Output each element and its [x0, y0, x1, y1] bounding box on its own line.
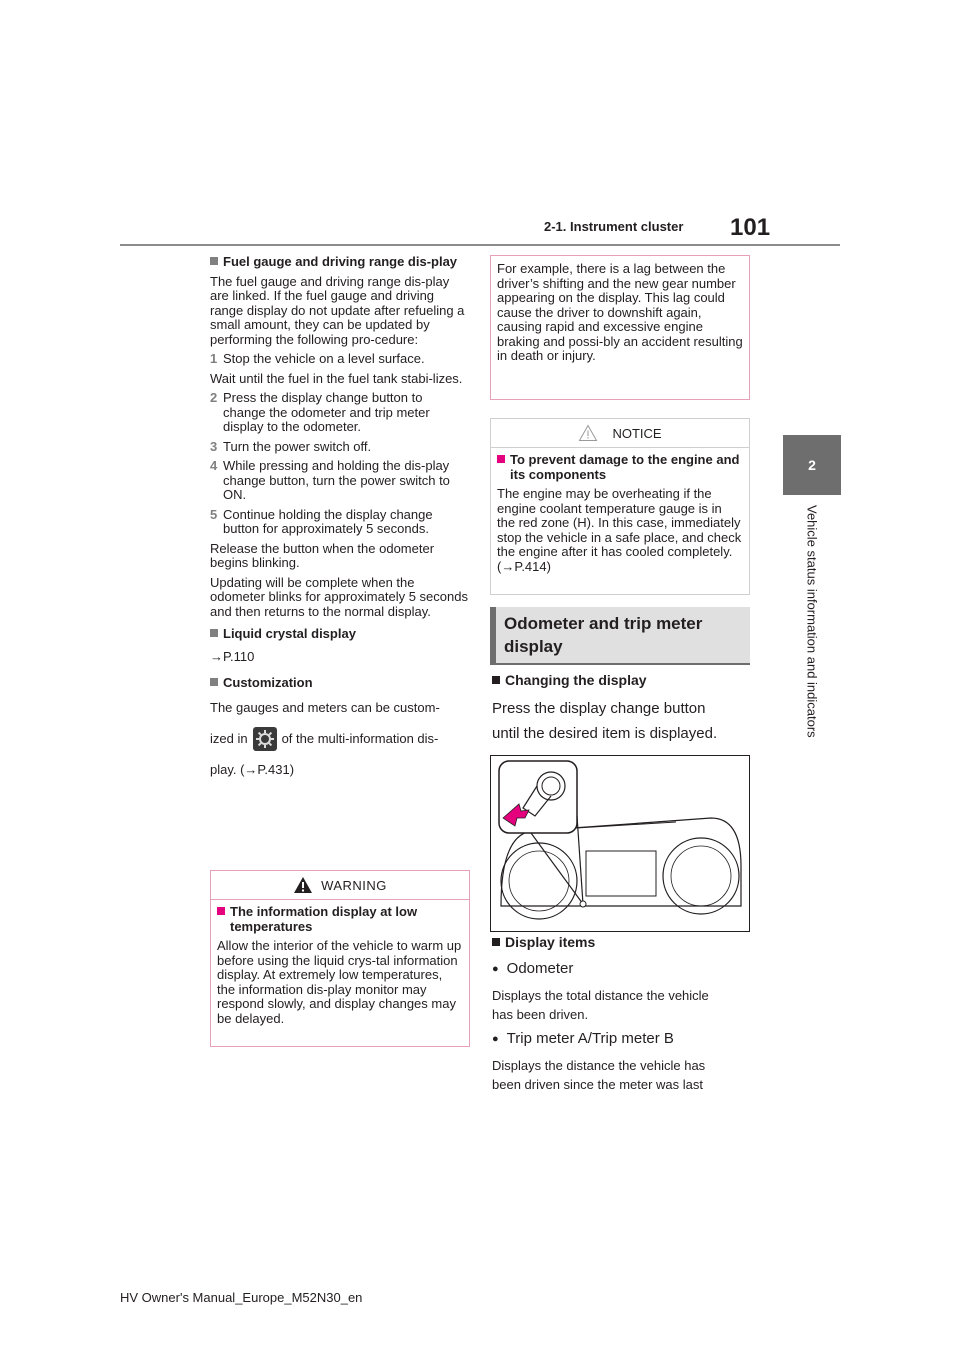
settings-gear-icon: [253, 727, 277, 751]
section-title: 2-1. Instrument cluster: [544, 219, 684, 234]
caution-triangle-icon: [578, 424, 598, 442]
odometer-item: ● Odometer: [492, 960, 573, 977]
step-1: 1 Stop the vehicle on a level surface.: [210, 351, 425, 366]
warning-continued-box: [490, 255, 750, 400]
notice-body: The engine may be overheating if the engine coolant temperature gauge is in the red zone (H). In this case, immediately stop the vehicle in a safe place, and check the engine after it has cooled completely. (→P.414): [497, 486, 742, 574]
notice-heading: To prevent damage to the engine and its components: [497, 453, 743, 482]
step-4: 4 While pressing and holding the dis-play change button, turn the power switch to ON.: [210, 458, 450, 502]
left-column: [210, 255, 468, 783]
square-bullet-icon: [210, 257, 218, 265]
square-bullet-icon: [217, 907, 225, 915]
customization-line-3: play. (→P.431): [210, 762, 295, 777]
chapter-title-text: Vehicle status information and indicators: [804, 505, 820, 738]
instrument-cluster-illustration: [490, 755, 750, 932]
fuel-gauge-heading: Fuel gauge and driving range dis-play: [210, 255, 468, 270]
customization-line-2: ized in of the multi-information dis-: [210, 727, 468, 751]
section-heading-rule: [490, 663, 750, 665]
lcd-heading: Liquid crystal display: [210, 627, 468, 642]
warning-box: [210, 870, 470, 1047]
fuel-intro: The fuel gauge and driving range dis-play are linked. If the fuel gauge and driving range display do not update after refueling a small amount, they can be updated by performing the following pro-cedure:: [210, 273, 465, 347]
chapter-tab[interactable]: 2: [783, 435, 841, 495]
chapter-title: [783, 505, 841, 905]
warning-continued-text: For example, there is a lag between the driver’s shifting and the new gear number appearing on the display. This lag could cause the driver to downshift again, causing rapid and excessive engine braking and possi-bly an accident resulting in death or injury.: [497, 261, 743, 363]
warning-triangle-icon: [293, 876, 313, 894]
heading-stripe: [490, 607, 496, 663]
square-bullet-icon: [210, 629, 218, 637]
release-note: Release the button when the odometer begins blinking.: [210, 540, 435, 570]
customization-heading: Customization: [210, 676, 468, 691]
square-bullet-icon: [210, 678, 218, 686]
changing-display-heading: Changing the display: [492, 672, 752, 688]
step-5: 5 Continue holding the display change button for approximately 5 seconds.: [210, 506, 433, 536]
square-bullet-icon: [492, 938, 500, 946]
warning-body: Allow the interior of the vehicle to warm up before using the liquid crys-tal information display. At extremely low temperatures, the information dis-play monitor may respond slowly, and display changes may be delayed.: [217, 938, 462, 1026]
header-rule: [120, 244, 840, 246]
updating-note: Updating will be complete when the odometer blinks for approximately 5 seconds and then returns to the normal display.: [210, 574, 468, 619]
odometer-description: Displays the total distance the vehicle has been driven.: [492, 988, 709, 1022]
warning-heading: The information display at low temperatures: [217, 905, 463, 934]
square-bullet-icon: [497, 455, 505, 463]
wait-note: Wait until the fuel in the fuel tank stabi-lizes.: [210, 370, 463, 386]
trip-meter-item: ● Trip meter A/Trip meter B: [492, 1030, 674, 1047]
step-2: 2 Press the display change button to change the odometer and trip meter display to the odometer.: [210, 390, 430, 434]
section-heading-odometer: Odometer and trip meter display: [490, 607, 750, 663]
display-items-heading: Display items: [492, 934, 752, 950]
cluster-drawing: [491, 756, 749, 931]
changing-display-text: Press the display change button until the desired item is displayed.: [492, 700, 718, 742]
lcd-page-ref[interactable]: →P.110: [210, 648, 255, 664]
square-bullet-icon: [492, 676, 500, 684]
notice-box: [490, 418, 750, 595]
page-number: 101: [730, 214, 771, 241]
footer-manual-id: HV Owner's Manual_Europe_M52N30_en: [120, 1290, 363, 1305]
step-3: 3 Turn the power switch off.: [210, 438, 372, 454]
customization-line-1: The gauges and meters can be custom-: [210, 699, 440, 715]
notice-header: NOTICE: [491, 419, 749, 448]
warning-header: WARNING: [211, 871, 469, 900]
trip-meter-description: Displays the distance the vehicle has been driven since the meter was last: [492, 1058, 706, 1092]
